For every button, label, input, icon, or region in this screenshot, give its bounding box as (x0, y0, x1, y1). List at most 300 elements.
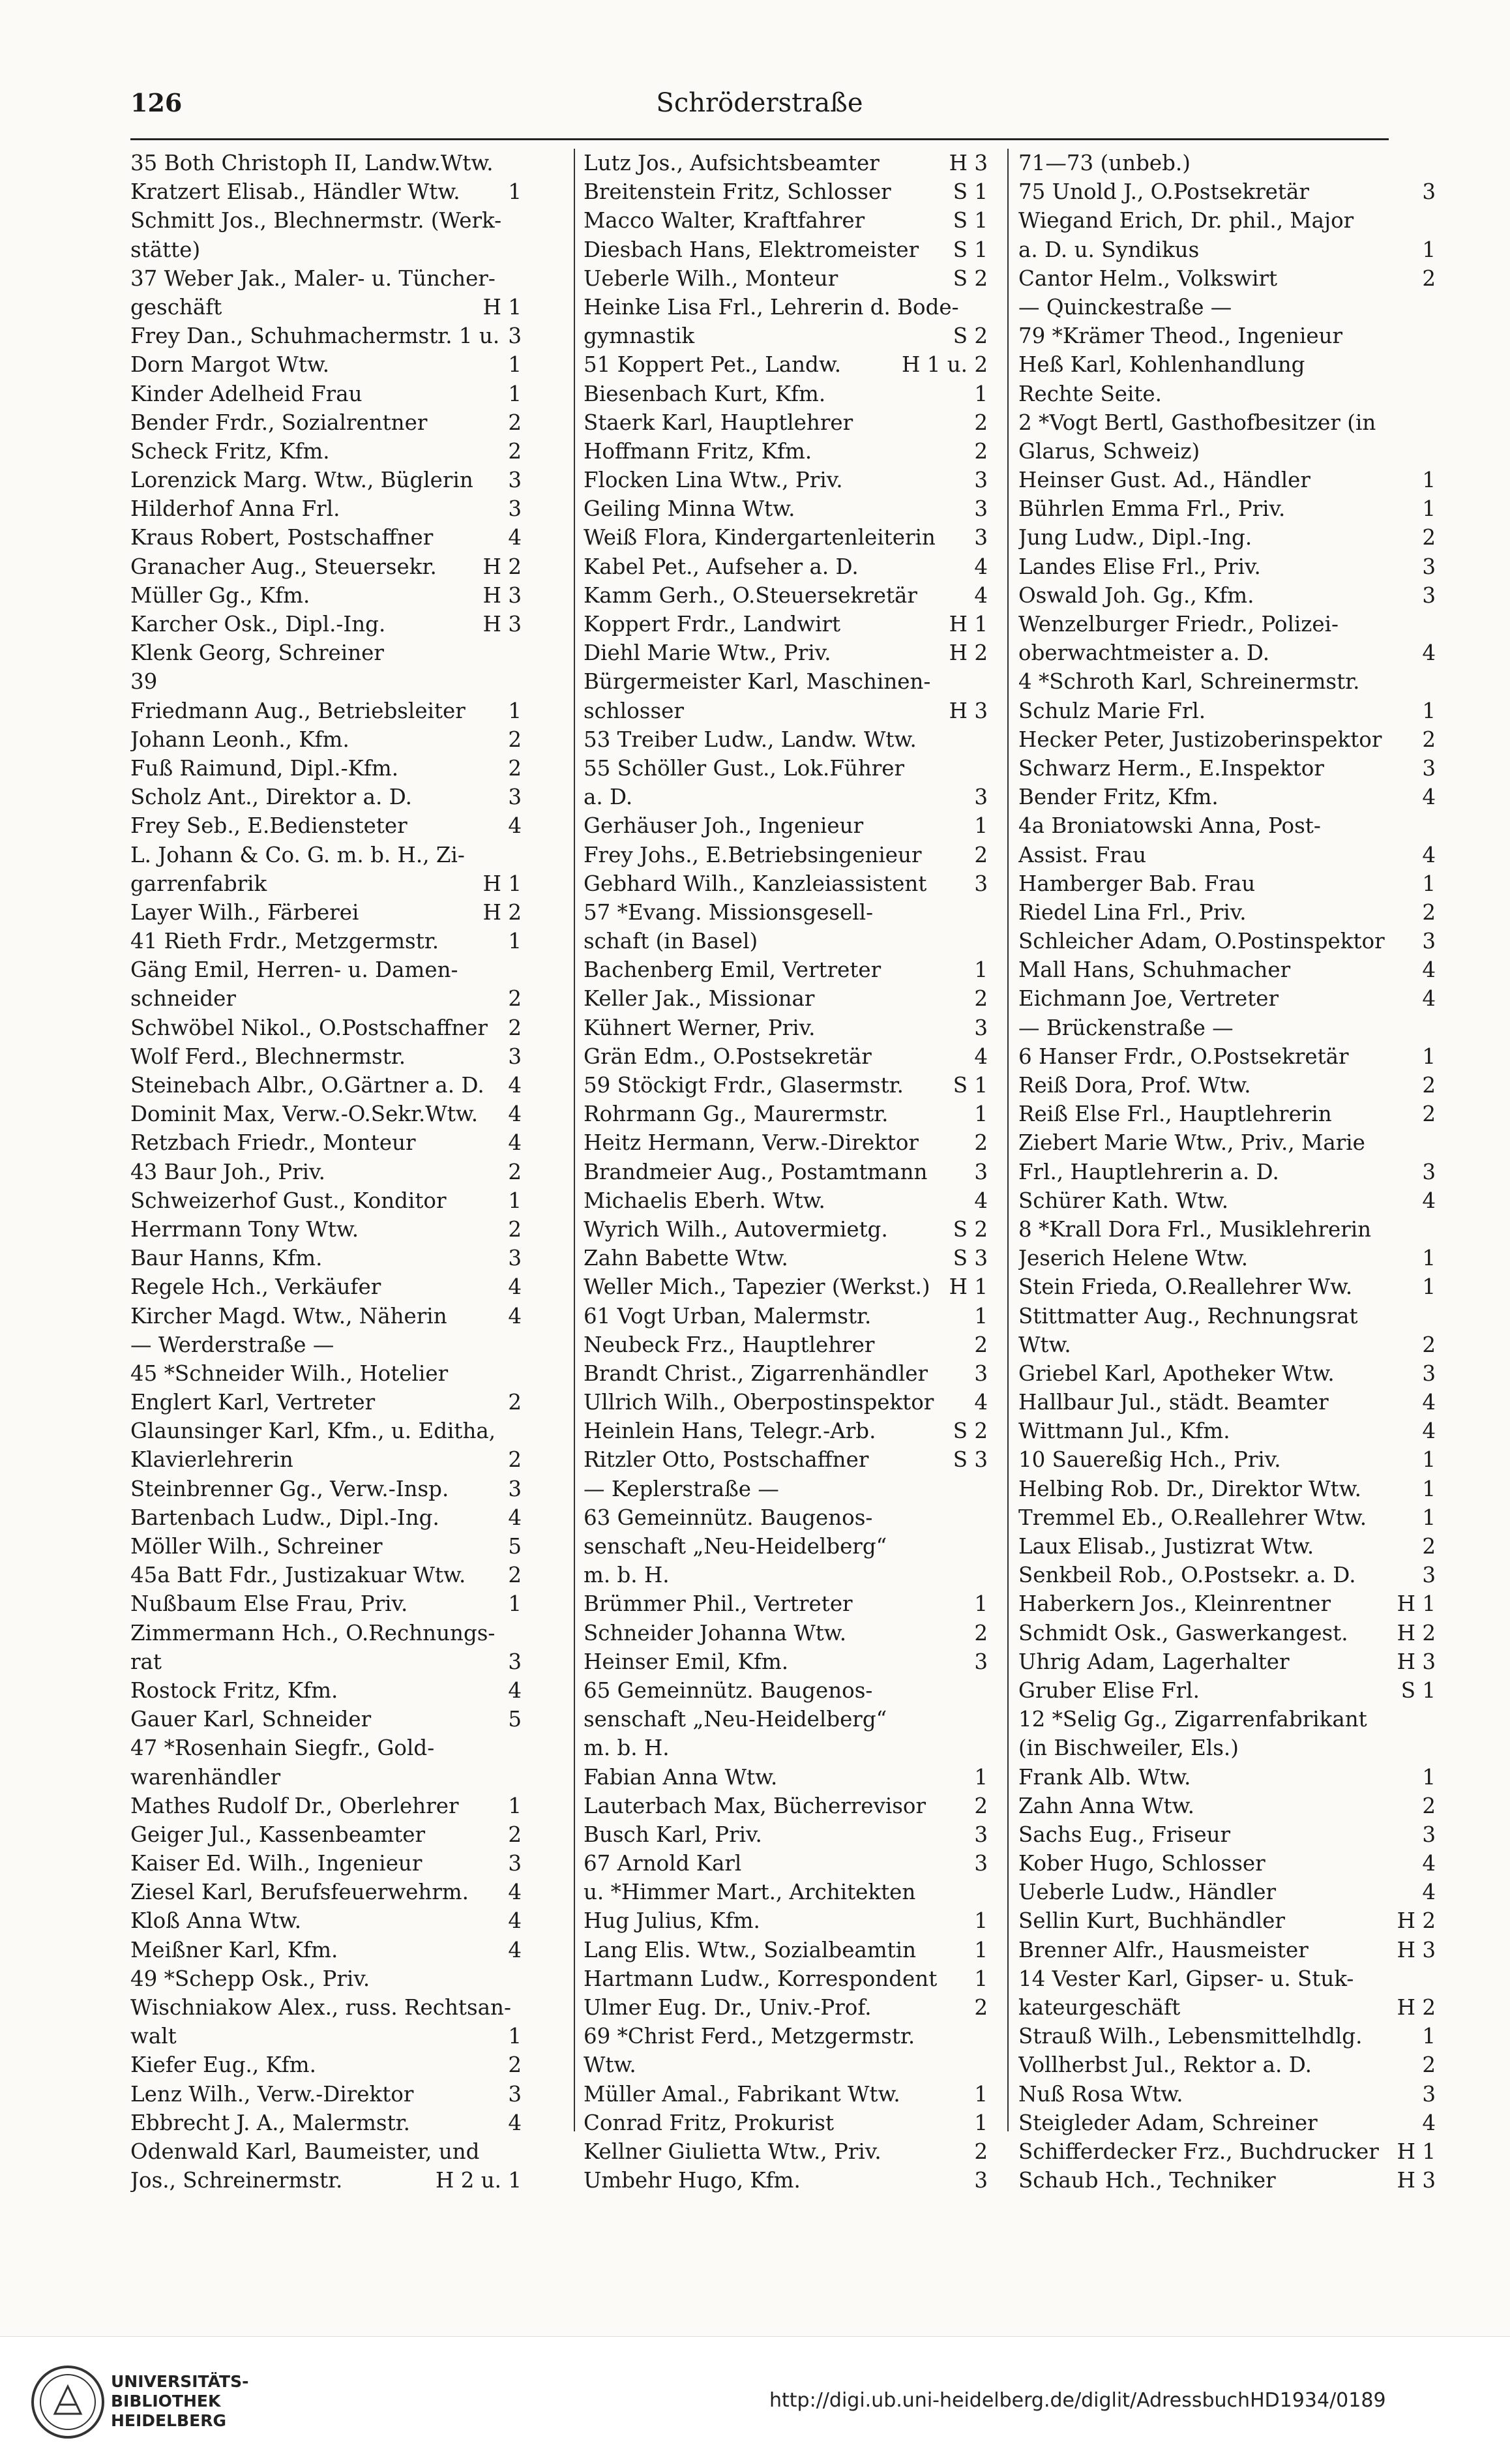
entry-text: Gauer Karl, Schneider (130, 1707, 372, 1732)
entry-text: schlosser (584, 698, 684, 723)
directory-entry (584, 380, 988, 408)
directory-entry (130, 2080, 522, 2109)
directory-entry (130, 1792, 522, 1820)
directory-entry (1018, 984, 1436, 1013)
entry-text: Hallbaur Jul., städt. Beamter (1018, 1390, 1329, 1415)
entry-text: Nuß Rosa Wtw. (1018, 2081, 1183, 2107)
directory-entry (130, 841, 522, 869)
floor-marker: 1 (1422, 496, 1436, 522)
directory-entry (130, 1936, 522, 1964)
floor-marker: 3 (508, 2081, 522, 2107)
directory-entry (584, 898, 988, 927)
floor-marker: 1 (1422, 1764, 1436, 1790)
floor-marker: 2 (1422, 727, 1436, 752)
directory-entry (130, 667, 522, 696)
directory-entry (130, 235, 522, 264)
floor-marker: 3 (974, 468, 988, 493)
floor-marker: 4 (1422, 842, 1436, 867)
entry-text: a. D. u. Syndikus (1018, 237, 1200, 262)
floor-marker: 1 (1422, 1044, 1436, 1069)
directory-entry (1018, 1014, 1436, 1042)
entry-text: 10 Sauereßig Hch., Priv. (1018, 1447, 1281, 1473)
entry-text: Jeserich Helene Wtw. (1018, 1246, 1249, 1271)
directory-entry (584, 1964, 988, 1993)
directory-entry (130, 955, 522, 984)
floor-marker: S 1 (1400, 1677, 1436, 1703)
entry-text: oberwachtmeister a. D. (1018, 640, 1270, 666)
directory-entry (130, 1532, 522, 1561)
directory-entry (1018, 1532, 1436, 1561)
floor-marker: 4 (974, 582, 988, 608)
floor-marker (983, 667, 988, 696)
entry-text: Rostock Fritz, Kfm. (130, 1677, 338, 1703)
floor-marker: 1 (974, 2081, 988, 2107)
entry-text: Macco Walter, Kraftfahrer (584, 208, 865, 233)
entry-text: Kircher Magd. Wtw., Näherin (130, 1303, 447, 1329)
directory-entry (130, 1014, 522, 1042)
floor-marker: 1 (508, 352, 522, 378)
directory-entry (130, 1417, 522, 1445)
directory-entry (130, 437, 522, 466)
floor-marker: 1 (508, 1591, 522, 1617)
entry-text: Schulz Marie Frl. (1018, 698, 1206, 723)
column-divider (574, 149, 575, 2131)
entry-text: Granacher Aug., Steuersekr. (130, 554, 437, 579)
floor-marker: 1 (974, 957, 988, 983)
entry-text: Bürgermeister Karl, Maschinen- (584, 669, 931, 695)
entry-text: Herrmann Tony Wtw. (130, 1216, 359, 1242)
entry-text: — Keplerstraße — (584, 1476, 779, 1501)
library-seal-icon (29, 2363, 107, 2441)
directory-entry (1018, 955, 1436, 984)
floor-marker: 3 (974, 1159, 988, 1184)
directory-entry (584, 697, 988, 725)
floor-marker (983, 898, 988, 927)
floor-marker: 3 (974, 496, 988, 522)
entry-text: Hoffmann Fritz, Kfm. (584, 438, 812, 464)
entry-text: Flocken Lina Wtw., Priv. (584, 468, 843, 493)
floor-marker: 2 (1422, 1793, 1436, 1818)
entry-text: Fuß Raimund, Dipl.-Kfm. (130, 755, 399, 781)
entry-text: 8 *Krall Dora Frl., Musiklehrerin (1018, 1216, 1372, 1242)
entry-text: gymnastik (584, 323, 695, 349)
floor-marker: 3 (508, 1476, 522, 1501)
directory-entry (1018, 1417, 1436, 1445)
entry-text: Hamberger Bab. Frau (1018, 871, 1256, 896)
floor-marker: 1 (1422, 1447, 1436, 1473)
entry-text: — Werderstraße — (130, 1332, 334, 1357)
entry-text: Schleicher Adam, O.Postinspektor (1018, 929, 1385, 954)
entry-text: Stittmatter Aug., Rechnungsrat (1018, 1303, 1358, 1329)
directory-entry (584, 1705, 988, 1734)
directory-entry (1018, 1042, 1436, 1071)
floor-marker (516, 1330, 522, 1359)
floor-marker: 3 (508, 323, 522, 349)
floor-marker: H 2 (482, 899, 522, 925)
entry-text: Kaiser Ed. Wilh., Ingenieur (130, 1851, 422, 1876)
entry-text: Möller Wilh., Schreiner (130, 1534, 383, 1559)
entry-text: Lorenzick Marg. Wtw., Büglerin (130, 468, 473, 493)
directory-entry (584, 235, 988, 264)
floor-marker (516, 955, 522, 984)
floor-marker: 2 (508, 1216, 522, 1242)
entry-text: Gäng Emil, Herren- u. Damen- (130, 957, 458, 983)
floor-marker: 4 (1422, 785, 1436, 810)
directory-entry (1018, 350, 1436, 379)
floor-marker: 1 (508, 179, 522, 205)
floor-marker: 3 (974, 525, 988, 550)
entry-text: Biesenbach Kurt, Kfm. (584, 381, 826, 406)
directory-entry (130, 898, 522, 927)
directory-entry (1018, 1792, 1436, 1820)
floor-marker: 3 (508, 1851, 522, 1876)
floor-marker (1430, 437, 1436, 466)
floor-marker: H 2 (1397, 1995, 1436, 2020)
floor-marker: 3 (1422, 929, 1436, 954)
floor-marker: S 3 (953, 1447, 988, 1473)
floor-marker (1430, 1014, 1436, 1042)
directory-entry (1018, 2022, 1436, 2051)
directory-entry (1018, 1619, 1436, 1647)
floor-marker: 1 (508, 2024, 522, 2049)
floor-marker (1430, 380, 1436, 408)
entry-text: Wiegand Erich, Dr. phil., Major (1018, 208, 1354, 233)
floor-marker: 2 (974, 986, 988, 1012)
floor-marker: H 1 (482, 871, 522, 896)
directory-entry (584, 869, 988, 898)
directory-entry (130, 1619, 522, 1647)
floor-marker: 2 (1422, 1534, 1436, 1559)
directory-entry (130, 149, 522, 177)
directory-entry (584, 523, 988, 552)
entry-text: Hug Julius, Kfm. (584, 1908, 760, 1934)
floor-marker: 3 (508, 1246, 522, 1271)
directory-entry (130, 1705, 522, 1734)
page-header (130, 88, 1389, 134)
directory-entry (584, 1244, 988, 1272)
column-divider (1007, 149, 1009, 2131)
floor-marker: 4 (508, 1102, 522, 1127)
entry-text: rat (130, 1649, 162, 1674)
floor-marker: S 2 (953, 1419, 988, 1444)
floor-marker: 2 (508, 2052, 522, 2078)
floor-marker: H 3 (949, 151, 988, 175)
directory-entry (1018, 1705, 1436, 1734)
floor-marker: 2 (508, 1390, 522, 1415)
floor-marker: 2 (974, 438, 988, 464)
floor-marker: 3 (1422, 554, 1436, 579)
directory-entry (1018, 1445, 1436, 1474)
entry-text: Jung Ludw., Dipl.-Ing. (1018, 525, 1252, 550)
entry-text: Schneider Johanna Wtw. (584, 1620, 847, 1645)
floor-marker: H 2 u. 1 (436, 2168, 522, 2193)
entry-text: Bender Frdr., Sozialrentner (130, 410, 428, 435)
floor-marker (1430, 610, 1436, 639)
entry-text: Helbing Rob. Dr., Direktor Wtw. (1018, 1476, 1361, 1501)
entry-text: 59 Stöckigt Frdr., Glasermstr. (584, 1073, 904, 1098)
entry-text: Reiß Dora, Prof. Wtw. (1018, 1073, 1251, 1098)
entry-text: Meißner Karl, Kfm. (130, 1937, 338, 1962)
entry-text: Schürer Kath. Wtw. (1018, 1188, 1229, 1213)
floor-marker (516, 1359, 522, 1388)
directory-entry (130, 466, 522, 494)
floor-marker: 4 (974, 1188, 988, 1213)
directory-entry (130, 697, 522, 725)
directory-entry (584, 264, 988, 293)
entry-text: Heinlein Hans, Telegr.-Arb. (584, 1419, 876, 1444)
entry-text: 2 *Vogt Bertl, Gasthofbesitzer (in (1018, 410, 1376, 435)
source-url-link[interactable]: http://digi.ub.uni-heidelberg.de/diglit/AdressbuchHD1934/0189 (769, 2389, 1386, 2412)
directory-entry (130, 1763, 522, 1792)
directory-entry (130, 984, 522, 1013)
directory-entry (1018, 1158, 1436, 1186)
entry-text: Riedel Lina Frl., Priv. (1018, 899, 1247, 925)
entry-text: Schwarz Herm., E.Inspektor (1018, 755, 1324, 781)
entry-text: Baur Hanns, Kfm. (130, 1246, 323, 1271)
directory-entry (584, 610, 988, 639)
floor-marker: 1 (974, 1908, 988, 1934)
directory-entry (1018, 927, 1436, 955)
directory-entry (1018, 697, 1436, 725)
entry-text: 4 *Schroth Karl, Schreinermstr. (1018, 669, 1360, 695)
directory-entry (130, 1849, 522, 1878)
directory-entry (1018, 494, 1436, 523)
floor-marker (1430, 149, 1436, 177)
directory-entry (584, 1532, 988, 1561)
floor-marker (983, 754, 988, 783)
floor-marker: 1 (974, 2110, 988, 2135)
floor-marker (516, 149, 522, 177)
entry-text: Ebbrecht J. A., Malermstr. (130, 2110, 410, 2135)
floor-marker: H 3 (949, 698, 988, 723)
floor-marker (1430, 1302, 1436, 1330)
floor-marker: 1 (974, 1591, 988, 1617)
directory-entry (130, 2022, 522, 2051)
floor-marker (516, 2137, 522, 2166)
directory-entry (130, 2137, 522, 2166)
floor-marker: 1 (974, 381, 988, 406)
floor-marker (983, 1676, 988, 1705)
floor-marker: 1 (974, 1937, 988, 1962)
entry-text: Hartmann Ludw., Korrespondent (584, 1966, 938, 1991)
entry-text: Cantor Helm., Volkswirt (1018, 265, 1278, 291)
entry-text: Landes Elise Frl., Priv. (1018, 554, 1261, 579)
entry-text: Weiß Flora, Kindergartenleiterin (584, 525, 936, 550)
floor-marker: H 1 (949, 1274, 988, 1300)
directory-entry (1018, 1906, 1436, 1935)
directory-entry (130, 1128, 522, 1157)
entry-text: 39 (130, 669, 158, 695)
directory-entry (1018, 1503, 1436, 1532)
entry-text: Sellin Kurt, Buchhändler (1018, 1908, 1285, 1934)
floor-marker: 1 (1422, 237, 1436, 262)
entry-text: Geiling Minna Wtw. (584, 496, 795, 522)
directory-entry (584, 1071, 988, 1100)
directory-entry (584, 2109, 988, 2137)
entry-text: m. b. H. (584, 1735, 670, 1761)
directory-entry (584, 1330, 988, 1359)
directory-entry (130, 1561, 522, 1589)
directory-entry (1018, 639, 1436, 667)
directory-entry (1018, 1734, 1436, 1762)
entry-text: a. D. (584, 785, 633, 810)
entry-text: 51 Koppert Pet., Landw. (584, 352, 842, 378)
floor-marker: 3 (508, 468, 522, 493)
floor-marker (516, 264, 522, 293)
directory-entry (130, 1186, 522, 1215)
directory-entry (130, 610, 522, 639)
entry-text: Kratzert Elisab., Händler Wtw. (130, 179, 460, 205)
directory-entry (584, 466, 988, 494)
directory-entry (130, 1647, 522, 1676)
floor-marker: 4 (508, 1073, 522, 1098)
directory-entry (584, 1993, 988, 2022)
floor-marker (983, 2051, 988, 2079)
directory-entry (130, 927, 522, 955)
entry-text: Haberkern Jos., Kleinrentner (1018, 1591, 1331, 1617)
entry-text: walt (130, 2024, 177, 2049)
directory-entry (130, 1475, 522, 1503)
floor-marker: 2 (508, 1159, 522, 1184)
entry-text: Schmidt Osk., Gaswerkangest. (1018, 1620, 1348, 1645)
entry-text: Brandmeier Aug., Postamtmann (584, 1159, 928, 1184)
directory-entry (584, 437, 988, 466)
entry-text: Frey Johs., E.Betriebsingenieur (584, 842, 922, 867)
entry-text: Glaunsinger Karl, Kfm., u. Editha, (130, 1419, 496, 1444)
floor-marker: 4 (508, 1505, 522, 1530)
entry-text: Wischniakow Alex., russ. Rechtsan- (130, 1995, 511, 2020)
entry-text: Kühnert Werner, Priv. (584, 1015, 816, 1040)
entry-text: Uhrig Adam, Lagerhalter (1018, 1649, 1290, 1674)
directory-entry (130, 408, 522, 437)
directory-entry (1018, 783, 1436, 811)
entry-text: geschäft (130, 294, 222, 320)
directory-entry (1018, 1186, 1436, 1215)
directory-entry (1018, 1359, 1436, 1388)
directory-entry (1018, 754, 1436, 783)
floor-marker (516, 1993, 522, 2022)
entry-text: Michaelis Eberh. Wtw. (584, 1188, 825, 1213)
floor-marker (516, 1734, 522, 1762)
directory-entry (1018, 1100, 1436, 1128)
floor-marker: 3 (974, 871, 988, 896)
floor-marker: 4 (508, 1274, 522, 1300)
entry-text: warenhändler (130, 1764, 281, 1790)
entry-text: Brandt Christ., Zigarrenhändler (584, 1360, 928, 1386)
entry-text: Glarus, Schweiz) (1018, 438, 1200, 464)
entry-text: Ulmer Eug. Dr., Univ.-Prof. (584, 1995, 872, 2020)
directory-entry (130, 1388, 522, 1417)
floor-marker: H 2 (1397, 1908, 1436, 1934)
directory-entry (1018, 1302, 1436, 1330)
floor-marker (983, 2022, 988, 2051)
floor-marker: 4 (1422, 1880, 1436, 1905)
floor-marker: S 2 (953, 323, 988, 349)
entry-text: Wolf Ferd., Blechnermstr. (130, 1044, 406, 1069)
directory-entry (1018, 1388, 1436, 1417)
entry-text: Ziesel Karl, Berufsfeuerwehrm. (130, 1880, 469, 1905)
directory-entry (130, 1359, 522, 1388)
entry-text: 61 Vogt Urban, Malermstr. (584, 1303, 872, 1329)
directory-entry (584, 552, 988, 581)
directory-entry (130, 293, 522, 322)
entry-text: senschaft „Neu-Heidelberg“ (584, 1707, 887, 1732)
entry-text: Heß Karl, Kohlenhandlung (1018, 352, 1305, 378)
directory-entry (1018, 610, 1436, 639)
floor-marker: 1 (1422, 1476, 1436, 1501)
floor-marker (516, 667, 522, 696)
directory-entry (584, 2080, 988, 2109)
directory-entry (1018, 869, 1436, 898)
entry-text: Scheck Fritz, Kfm. (130, 438, 330, 464)
directory-entry (584, 1475, 988, 1503)
directory-entry (1018, 1071, 1436, 1100)
directory-entry (1018, 235, 1436, 264)
library-name (111, 2372, 248, 2431)
entry-text: Lauterbach Max, Bücherrevisor (584, 1793, 926, 1818)
entry-text: 67 Arnold Karl (584, 1851, 742, 1876)
entry-text: Dominit Max, Verw.-O.Sekr.Wtw. (130, 1102, 479, 1127)
floor-marker: 2 (508, 727, 522, 752)
library-line: BIBLIOTHEK (111, 2392, 221, 2411)
floor-marker: 2 (508, 410, 522, 435)
floor-marker: S 1 (953, 208, 988, 233)
floor-marker: 3 (1422, 1360, 1436, 1386)
entry-text: Diehl Marie Wtw., Priv. (584, 640, 831, 666)
entry-text: 14 Vester Karl, Gipser- u. Stuk- (1018, 1966, 1354, 1991)
floor-marker: 3 (974, 1015, 988, 1040)
entry-text: Gebhard Wilh., Kanzleiassistent (584, 871, 927, 896)
entry-text: Weller Mich., Tapezier (Werkst.) (584, 1274, 930, 1300)
floor-marker: 4 (974, 1390, 988, 1415)
directory-entry (1018, 206, 1436, 235)
floor-marker: 2 (508, 1015, 522, 1040)
floor-marker (1430, 1705, 1436, 1734)
entry-text: Kamm Gerh., O.Steuersekretär (584, 582, 917, 608)
floor-marker: 2 (508, 986, 522, 1012)
directory-entry (584, 206, 988, 235)
floor-marker (983, 293, 988, 322)
directory-entry (584, 1849, 988, 1878)
directory-entry (1018, 1475, 1436, 1503)
entry-text: Müller Amal., Fabrikant Wtw. (584, 2081, 900, 2107)
entry-text: 65 Gemeinnütz. Baugenos- (584, 1677, 873, 1703)
floor-marker: 1 (508, 698, 522, 723)
entry-text: Sachs Eug., Friseur (1018, 1822, 1231, 1847)
directory-entry (1018, 437, 1436, 466)
directory-entry (584, 1186, 988, 1215)
floor-marker: 3 (508, 1649, 522, 1674)
directory-entry (1018, 1993, 1436, 2022)
entry-text: Kabel Pet., Aufseher a. D. (584, 554, 859, 579)
entry-text: Zimmermann Hch., O.Rechnungs- (130, 1620, 496, 1645)
floor-marker: H 1 (1397, 2139, 1436, 2164)
directory-entry (1018, 1647, 1436, 1676)
floor-marker: H 2 (1397, 1620, 1436, 1645)
floor-marker: 1 (508, 1188, 522, 1213)
directory-entry (584, 1359, 988, 1388)
floor-marker: 1 (974, 1966, 988, 1991)
entry-text: Brenner Alfr., Hausmeister (1018, 1937, 1309, 1962)
floor-marker (1430, 206, 1436, 235)
floor-marker (983, 1475, 988, 1503)
floor-marker: 4 (508, 1908, 522, 1934)
directory-entry (130, 783, 522, 811)
floor-marker: 4 (508, 1677, 522, 1703)
directory-entry (584, 1302, 988, 1330)
floor-marker (1430, 667, 1436, 696)
directory-entry (1018, 1128, 1436, 1157)
